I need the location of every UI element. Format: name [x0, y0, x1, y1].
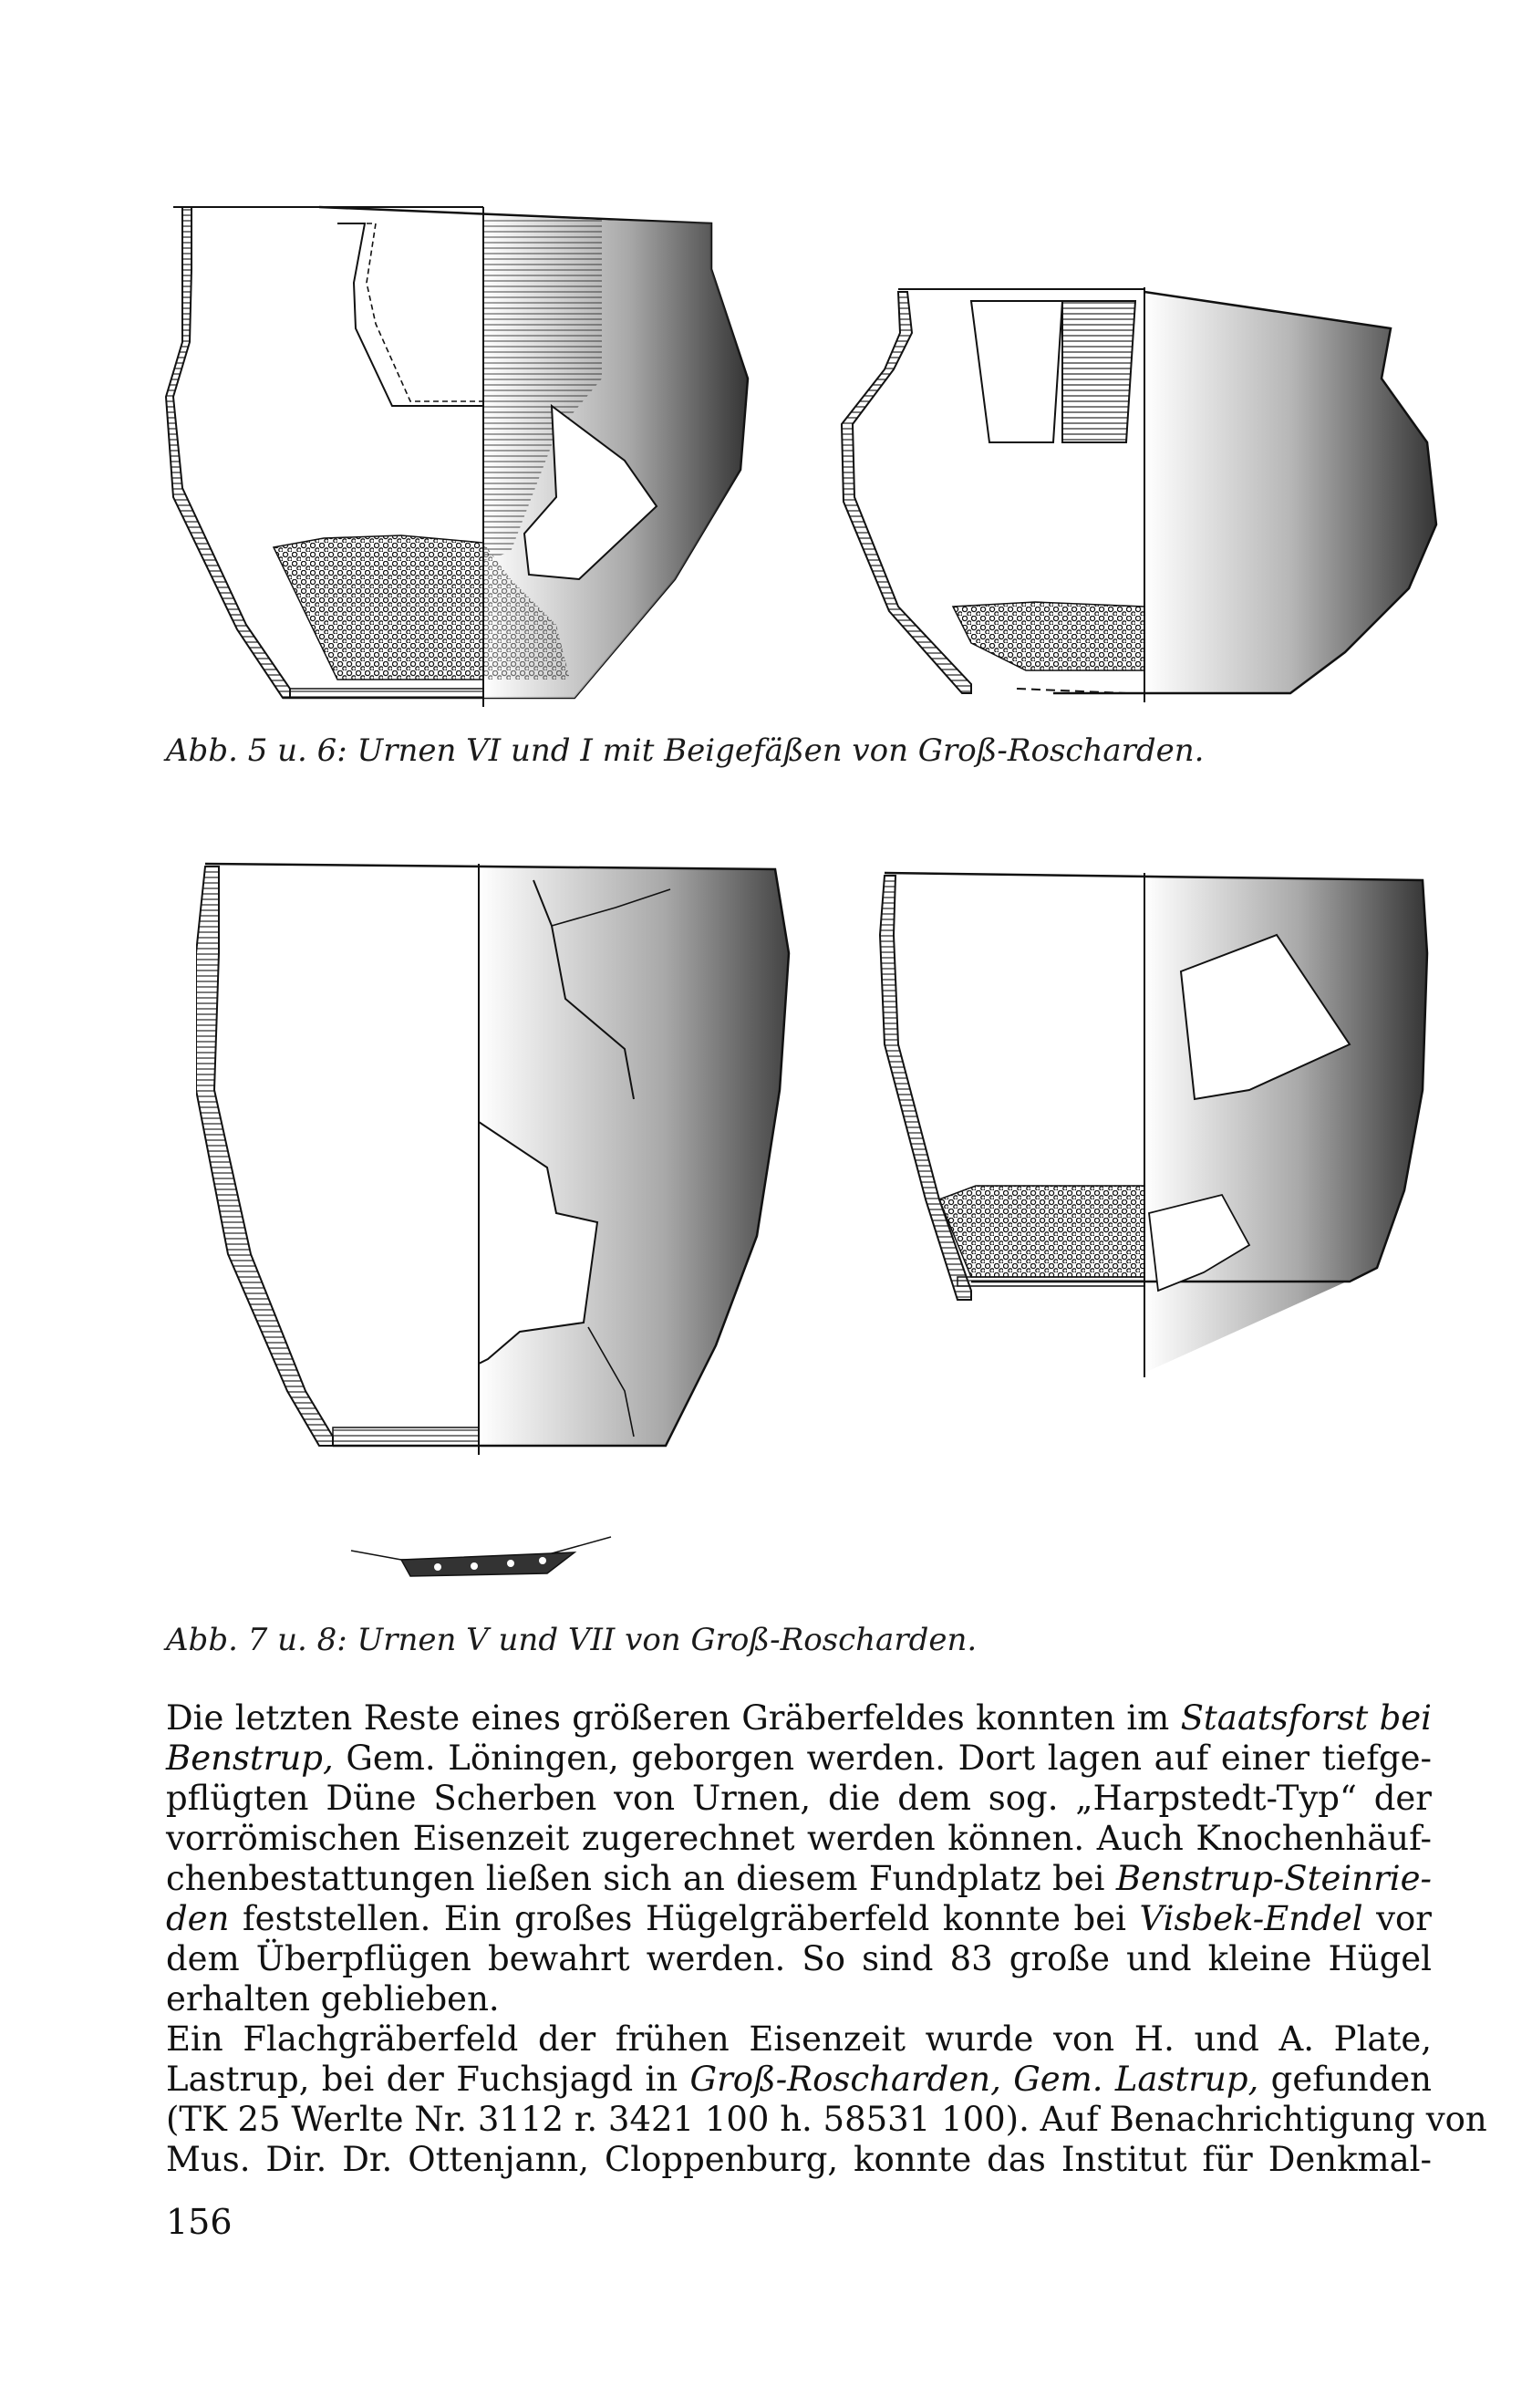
text-line: [166, 1819, 1432, 1859]
text-line: [166, 1939, 1432, 1979]
text-run: vor: [1362, 1899, 1432, 1938]
text-run: (TK 25 Werlte Nr. 3112 r. 3421 100 h. 58531 100). Auf Benachrichtigung von: [166, 2100, 1487, 2139]
text-run: Die letzten Reste eines größeren Gräberfeldes konnten im: [166, 1698, 1181, 1738]
text-line: [166, 1698, 1432, 1739]
text-run: Visbek-Endel: [1139, 1899, 1363, 1938]
text-line: [166, 1899, 1432, 1939]
text-line: [166, 1859, 1432, 1899]
shard-fragment-drawing: [347, 1532, 620, 1587]
text-line: [166, 2019, 1432, 2060]
text-run: erhalten geblieben.: [166, 1979, 500, 2019]
text-run: Benstrup-Steinrie-: [1115, 1859, 1432, 1898]
text-run: vorrömischen Eisenzeit zugerechnet werden können. Auch Knochenhäuf-: [166, 1819, 1432, 1858]
text-run: dem Überpflügen bewahrt werden. So sind 83 große und kleine Hügel: [166, 1939, 1432, 1978]
text-run: den: [166, 1899, 230, 1938]
text-line: [166, 1739, 1432, 1779]
text-line: [166, 2100, 1487, 2140]
text-run: chenbestattungen ließen sich an diesem Fundplatz bei: [166, 1859, 1116, 1898]
page-number: 156: [166, 2202, 233, 2242]
urn-v-drawing: [196, 853, 816, 1455]
text-run: gefunden: [1258, 2060, 1433, 2099]
urn-i-drawing: [834, 278, 1454, 725]
text-run: Groß-Roscharden, Gem. Lastrup,: [689, 2060, 1259, 2099]
urn-vii-drawing: [866, 862, 1459, 1391]
text-line: [166, 1979, 1432, 2019]
text-run: Ein Flachgräberfeld der frühen Eisenzeit wurde von H. und A. Plate,: [166, 2019, 1432, 2059]
figure-caption-7-8: Abb. 7 u. 8: Urnen V und VII von Groß-Roscharden.: [166, 1622, 978, 1658]
text-line: [166, 2140, 1432, 2180]
text-run: Staatsforst bei: [1180, 1698, 1433, 1738]
urn-vi-drawing: [164, 196, 766, 725]
text-line: [166, 2060, 1432, 2100]
figure-caption-5-6: Abb. 5 u. 6: Urnen VI und I mit Beigefäßen von Groß-Roscharden.: [166, 732, 1205, 769]
text-run: pflügten Düne Scherben von Urnen, die dem sog. „Harpstedt-Typ“ der: [166, 1779, 1432, 1818]
text-run: Lastrup, bei der Fuchsjagd in: [166, 2060, 690, 2099]
text-run: Mus. Dir. Dr. Ottenjann, Cloppenburg, konnte das Institut für Denkmal-: [166, 2140, 1432, 2179]
text-run: feststellen. Ein großes Hügelgräberfeld konnte bei: [229, 1899, 1140, 1938]
text-line: [166, 1779, 1432, 1819]
text-run: Benstrup,: [166, 1739, 334, 1778]
text-run: Gem. Löningen, geborgen werden. Dort lagen auf einer tiefge-: [333, 1739, 1432, 1778]
body-paragraphs: [166, 1698, 1487, 2180]
